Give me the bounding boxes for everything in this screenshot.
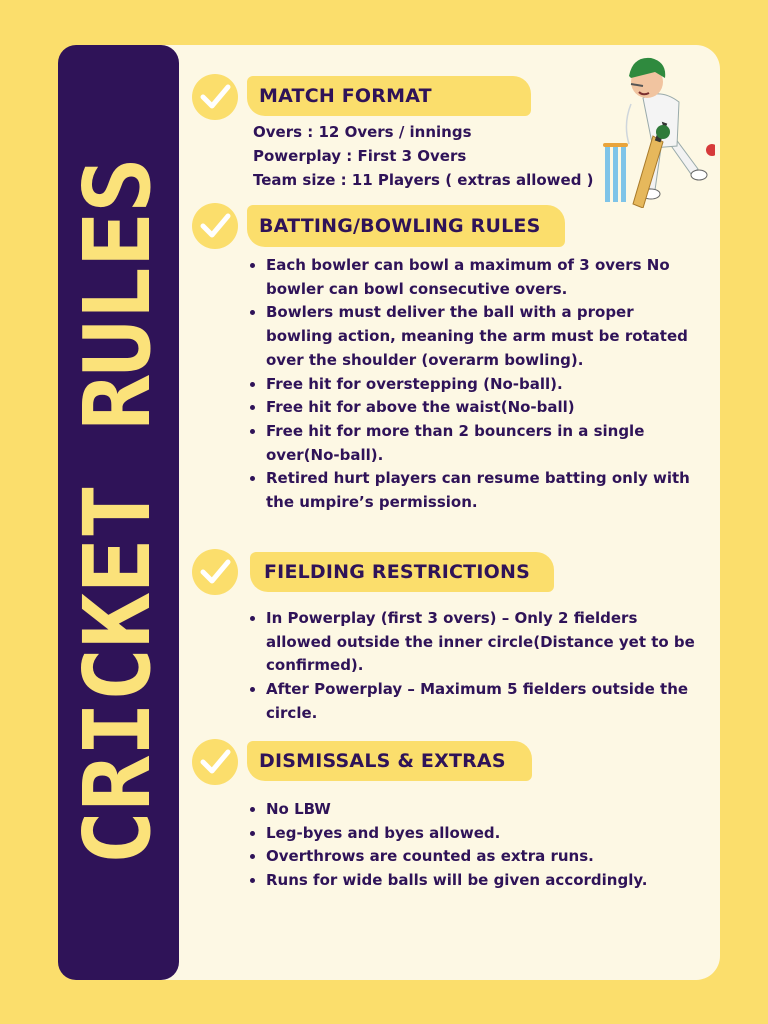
check-icon — [192, 74, 238, 120]
list-item: • Overthrows are counted as extra runs. — [266, 845, 696, 869]
list-item: • Bowlers must deliver the ball with a proper bowling action, meaning the arm must be rotated over the shoulder (overarm bowling). — [266, 301, 696, 372]
stump-icon — [621, 146, 626, 202]
check-icon — [192, 739, 238, 785]
list-item: • Leg-byes and byes allowed. — [266, 822, 696, 846]
list-item: • After Powerplay – Maximum 5 fielders outside the circle. — [266, 678, 696, 725]
list-item: • Free hit for overstepping (No-ball). — [266, 373, 696, 397]
list-item: • Retired hurt players can resume batting only with the umpire’s permission. — [266, 467, 696, 514]
check-icon — [192, 549, 238, 595]
list-item: • In Powerplay (first 3 overs) – Only 2 fielders allowed outside the inner circle(Distance yet to be confirmed). — [266, 607, 696, 678]
dismissals-list — [245, 798, 696, 893]
stump-icon — [613, 146, 618, 202]
page-title: CRICKET RULES — [64, 158, 171, 866]
list-item: • Free hit for above the waist(No-ball) — [266, 396, 696, 420]
list-item: • Runs for wide balls will be given accordingly. — [266, 869, 696, 893]
cricket-player-illustration — [595, 48, 715, 208]
ball-icon — [706, 144, 715, 156]
check-icon — [192, 203, 238, 249]
list-item: Powerplay : First 3 Overs — [253, 147, 467, 165]
section-heading-dismissals: DISMISSALS & EXTRAS — [247, 741, 532, 781]
section-heading-batting-bowling: BATTING/BOWLING RULES — [247, 205, 565, 247]
list-item: • Free hit for more than 2 bouncers in a single over(No-ball). — [266, 420, 696, 467]
section-heading-fielding: FIELDING RESTRICTIONS — [250, 552, 554, 592]
section-heading-match-format: MATCH FORMAT — [247, 76, 531, 116]
list-item: • No LBW — [266, 798, 696, 822]
stump-icon — [605, 146, 610, 202]
batting-bowling-list — [245, 254, 696, 515]
list-item: Overs : 12 Overs / innings — [253, 123, 472, 141]
list-item: Team size : 11 Players ( extras allowed ) — [253, 171, 594, 189]
fielding-list — [245, 607, 696, 726]
match-format-list — [253, 120, 594, 192]
list-item: • Each bowler can bowl a maximum of 3 overs No bowler can bowl consecutive overs. — [266, 254, 696, 301]
